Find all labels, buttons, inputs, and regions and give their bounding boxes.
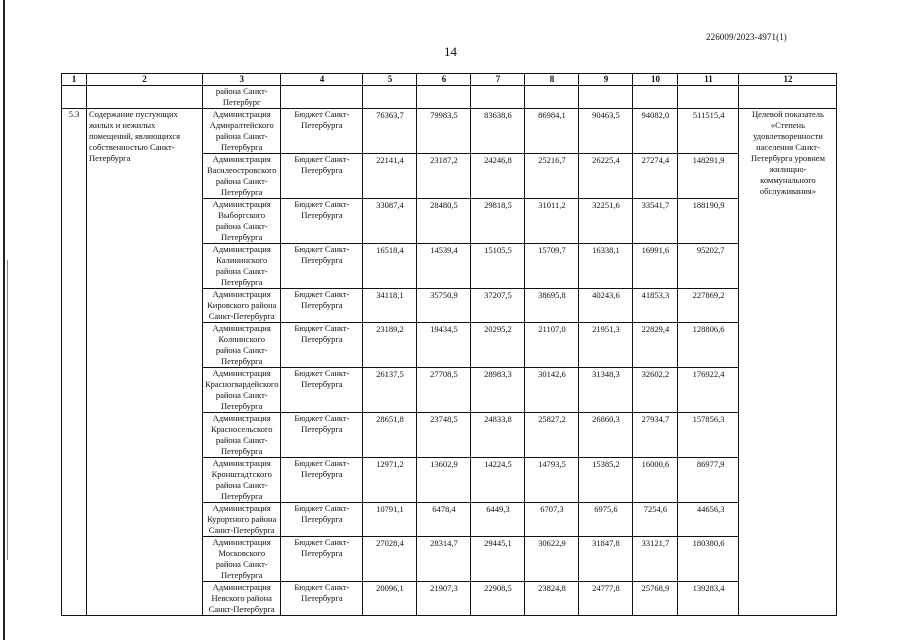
value-cell: 28983,3 (471, 368, 525, 413)
header-cell: 2 (87, 74, 203, 86)
value-cell: 16518,4 (363, 244, 417, 289)
value-cell: 6707,3 (525, 503, 579, 537)
value-cell: 27028,4 (363, 537, 417, 582)
value-cell: 13602,9 (417, 458, 471, 503)
value-cell: 21907,3 (417, 582, 471, 616)
header-cell: 11 (678, 74, 739, 86)
source-cell: Бюджет Санкт-Петербурга (281, 109, 363, 154)
value-cell: 22908,5 (471, 582, 525, 616)
value-cell: 20096,1 (363, 582, 417, 616)
header-cell: 6 (417, 74, 471, 86)
value-cell: 25216,7 (525, 154, 579, 199)
header-cell: 8 (525, 74, 579, 86)
value-cell: 24777,8 (579, 582, 633, 616)
value-cell: 16991,6 (633, 244, 678, 289)
value-cell: 40243,6 (579, 289, 633, 323)
value-cell: 44656,3 (678, 503, 739, 537)
value-cell: 35750,9 (417, 289, 471, 323)
header-row (62, 74, 837, 86)
source-cell: Бюджет Санкт-Петербурга (281, 323, 363, 368)
value-cell: 33087,4 (363, 199, 417, 244)
executor-cell: Администрация Кронштадтского района Санкт-Петербурга (203, 458, 281, 503)
source-cell: Бюджет Санкт-Петербурга (281, 537, 363, 582)
executor-cell: Администрация Красносельского района Санкт-Петербурга (203, 413, 281, 458)
value-cell: 6478,4 (417, 503, 471, 537)
value-cell: 14224,5 (471, 458, 525, 503)
value-cell: 10791,1 (363, 503, 417, 537)
value-cell: 28314,7 (417, 537, 471, 582)
executor-cell: Администрация Василеостровского района Санкт-Петербурга (203, 154, 281, 199)
scan-edge-line-faint (7, 260, 8, 560)
value-cell: 227869,2 (678, 289, 739, 323)
value-cell: 6449,3 (471, 503, 525, 537)
value-cell: 23189,2 (363, 323, 417, 368)
value-cell: 26137,5 (363, 368, 417, 413)
value-cell: 76363,7 (363, 109, 417, 154)
value-cell: 34118,1 (363, 289, 417, 323)
source-cell: Бюджет Санкт-Петербурга (281, 244, 363, 289)
value-cell: 37207,5 (471, 289, 525, 323)
header-cell: 1 (62, 74, 87, 86)
header-cell: 12 (739, 74, 837, 86)
value-cell: 94082,0 (633, 109, 678, 154)
item-name: Содержание пустующих жилых и нежилых помещений, являющихся собственностью Санкт-Петербурга (87, 109, 203, 616)
value-cell: 511515,4 (678, 109, 739, 154)
value-cell: 6975,6 (579, 503, 633, 537)
value-cell: 31348,3 (579, 368, 633, 413)
value-cell: 33541,7 (633, 199, 678, 244)
source-cell: Бюджет Санкт-Петербурга (281, 582, 363, 616)
value-cell: 148291,9 (678, 154, 739, 199)
value-cell: 27708,5 (417, 368, 471, 413)
executor-cell: Администрация Выборгского района Санкт-Петербурга (203, 199, 281, 244)
page-number: 14 (444, 44, 457, 59)
value-cell: 79983,5 (417, 109, 471, 154)
budget-table (61, 73, 837, 616)
value-cell: 28651,8 (363, 413, 417, 458)
header-cell: 4 (281, 74, 363, 86)
executor-cell: Администрация Колпинского района Санкт-Петербурга (203, 323, 281, 368)
value-cell: 31847,8 (579, 537, 633, 582)
target-indicator: Целевой показатель «Степень удовлетворенности населения Санкт-Петербурга уровнем жилищно-коммунального обслуживания» (739, 109, 837, 616)
item-number: 5.3 (62, 109, 87, 616)
header-cell: 3 (203, 74, 281, 86)
executor-cell: Администрация Невского района Санкт-Петербурга (203, 582, 281, 616)
value-cell: 139283,4 (678, 582, 739, 616)
value-cell: 23187,2 (417, 154, 471, 199)
value-cell: 29445,1 (471, 537, 525, 582)
value-cell: 15385,2 (579, 458, 633, 503)
value-cell: 14793,5 (525, 458, 579, 503)
header-cell: 10 (633, 74, 678, 86)
value-cell: 15105,5 (471, 244, 525, 289)
value-cell: 14539,4 (417, 244, 471, 289)
source-cell: Бюджет Санкт-Петербурга (281, 154, 363, 199)
value-cell: 41853,3 (633, 289, 678, 323)
value-cell: 15709,7 (525, 244, 579, 289)
source-cell: Бюджет Санкт-Петербурга (281, 199, 363, 244)
value-cell: 19434,5 (417, 323, 471, 368)
value-cell: 27934,7 (633, 413, 678, 458)
value-cell: 30622,9 (525, 537, 579, 582)
executor-cell: Администрация Московского района Санкт-Петербурга (203, 537, 281, 582)
value-cell: 16000,6 (633, 458, 678, 503)
value-cell: 29818,5 (471, 199, 525, 244)
value-cell: 30142,6 (525, 368, 579, 413)
value-cell: 128806,6 (678, 323, 739, 368)
executor-cell: Администрация Калининского района Санкт-Петербурга (203, 244, 281, 289)
source-cell: Бюджет Санкт-Петербурга (281, 413, 363, 458)
table-row (62, 109, 837, 154)
value-cell: 23824,8 (525, 582, 579, 616)
value-cell: 188190,9 (678, 199, 739, 244)
value-cell: 16338,1 (579, 244, 633, 289)
value-cell: 86984,1 (525, 109, 579, 154)
value-cell: 7254,6 (633, 503, 678, 537)
continuation-row (62, 86, 837, 109)
source-cell: Бюджет Санкт-Петербурга (281, 289, 363, 323)
value-cell: 32251,6 (579, 199, 633, 244)
value-cell: 25768,9 (633, 582, 678, 616)
executor-cell: Администрация Кировского района Санкт-Петербурга (203, 289, 281, 323)
value-cell: 26860,3 (579, 413, 633, 458)
source-cell: Бюджет Санкт-Петербурга (281, 503, 363, 537)
document-number: 226009/2023-4971(1) (706, 32, 787, 42)
value-cell: 157856,3 (678, 413, 739, 458)
value-cell: 86977,9 (678, 458, 739, 503)
value-cell: 24246,8 (471, 154, 525, 199)
value-cell: 25827,2 (525, 413, 579, 458)
value-cell: 33121,7 (633, 537, 678, 582)
value-cell: 20295,2 (471, 323, 525, 368)
value-cell: 12971,2 (363, 458, 417, 503)
value-cell: 23748,5 (417, 413, 471, 458)
scan-edge-line (3, 0, 5, 640)
continuation-text: района Санкт-Петербург (203, 86, 281, 109)
value-cell: 83638,6 (471, 109, 525, 154)
header-cell: 5 (363, 74, 417, 86)
value-cell: 38695,8 (525, 289, 579, 323)
value-cell: 22829,4 (633, 323, 678, 368)
value-cell: 26225,4 (579, 154, 633, 199)
value-cell: 90463,5 (579, 109, 633, 154)
value-cell: 21107,0 (525, 323, 579, 368)
value-cell: 32602,2 (633, 368, 678, 413)
value-cell: 27274,4 (633, 154, 678, 199)
source-cell: Бюджет Санкт-Петербурга (281, 458, 363, 503)
value-cell: 180380,6 (678, 537, 739, 582)
executor-cell: Администрация Адмиралтейского района Санкт-Петербурга (203, 109, 281, 154)
source-cell: Бюджет Санкт-Петербурга (281, 368, 363, 413)
value-cell: 31011,2 (525, 199, 579, 244)
value-cell: 28480,5 (417, 199, 471, 244)
value-cell: 176922,4 (678, 368, 739, 413)
executor-cell: Администрация Красногвардейского района Санкт-Петербурга (203, 368, 281, 413)
value-cell: 95202,7 (678, 244, 739, 289)
value-cell: 22141,4 (363, 154, 417, 199)
header-cell: 7 (471, 74, 525, 86)
header-cell: 9 (579, 74, 633, 86)
value-cell: 21951,3 (579, 323, 633, 368)
value-cell: 24833,8 (471, 413, 525, 458)
executor-cell: Администрация Курортного района Санкт-Петербурга (203, 503, 281, 537)
